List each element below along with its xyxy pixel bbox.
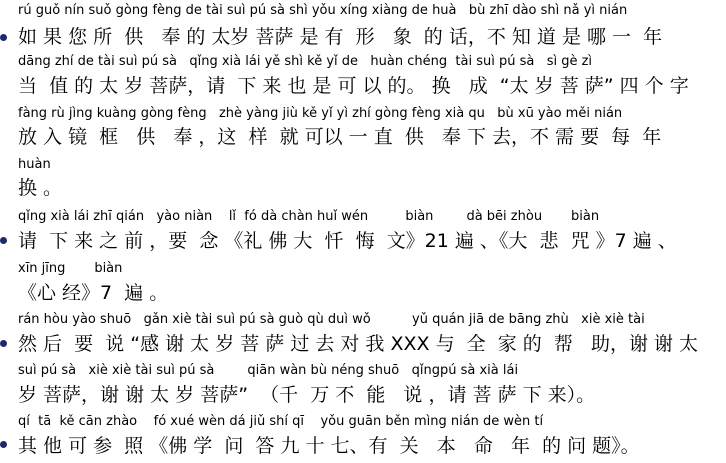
pinyin-line: xīn jīng biàn — [18, 261, 123, 276]
bullet-icon — [0, 237, 7, 244]
hanzi-line: 如 果 您 所 供 奉 的 太岁 菩萨 是 有 形 象 的 话，不 知 道 是 哪 一 年 — [18, 26, 663, 48]
bullet-icon — [0, 34, 7, 41]
hanzi-line: 当 值 的 太 岁 菩萨，请 下 来 也 是 可 以 的。 换 成 “太 岁 菩 萨” 四 个 字 — [18, 75, 689, 97]
pinyin-line: rú guǒ nín suǒ gòng fèng de tài suì pú sà shì yǒu xíng xiàng de huà bù zhī dào shì nǎ yì nián — [18, 3, 628, 18]
pinyin-line: suì pú sà xiè xiè tài suì pú sà qiān wàn bù néng shuō qǐngpú sà xià lái — [18, 363, 519, 378]
hanzi-line: 换 。 — [18, 177, 63, 199]
bullet-icon — [0, 441, 7, 448]
bullet-icon — [0, 340, 7, 347]
hanzi-line: 然 后 要 说 “感 谢 太 岁 菩 萨 过 去 对 我 XXX 与 全 家 的 帮 助，谢 谢 太 — [18, 333, 699, 355]
hanzi-line: 请 下 来 之 前 ，要 念 《礼 佛 大 忏 悔 文》21 遍 、《大 悲 咒 》7 遍 、 — [18, 230, 677, 252]
pinyin-line: qǐng xià lái zhī qián yào niàn lǐ fó dà chàn huǐ wén biàn dà bēi zhòu biàn — [18, 209, 600, 224]
hanzi-line: 其 他 可 参 照 《佛 学 问 答 九 十 七、有 关 本 命 年 的 问 题》。 — [18, 435, 640, 457]
pinyin-line: qí tā kě cān zhào fó xué wèn dá jiǔ shí qī yǒu guān běn mìng nián de wèn tí — [18, 414, 544, 429]
hanzi-line: 岁 菩萨，谢 谢 太 岁 菩萨” （千 万 不 能 说 ，请 菩 萨 下 来）。 — [18, 384, 596, 406]
pinyin-line: huàn — [18, 157, 51, 172]
hanzi-line: 《心 经》7 遍 。 — [18, 282, 169, 304]
pinyin-line: rán hòu yào shuō gǎn xiè tài suì pú sà guò qù duì wǒ yǔ quán jiā de bāng zhù xiè xiè tài — [18, 312, 645, 327]
pinyin-line: fàng rù jìng kuàng gòng fèng zhè yàng jiù kě yǐ yì zhí gòng fèng xià qu bù xū yào měi nián — [18, 106, 623, 121]
pinyin-line: dāng zhí de tài suì pú sà qǐng xià lái yě shì kě yǐ de huàn chéng tài suì pú sà sì gè zì — [18, 54, 593, 69]
hanzi-line: 放 入 镜 框 供 奉 ，这 样 就 可以 一 直 供 奉 下 去，不 需 要 每 年 — [18, 126, 662, 148]
